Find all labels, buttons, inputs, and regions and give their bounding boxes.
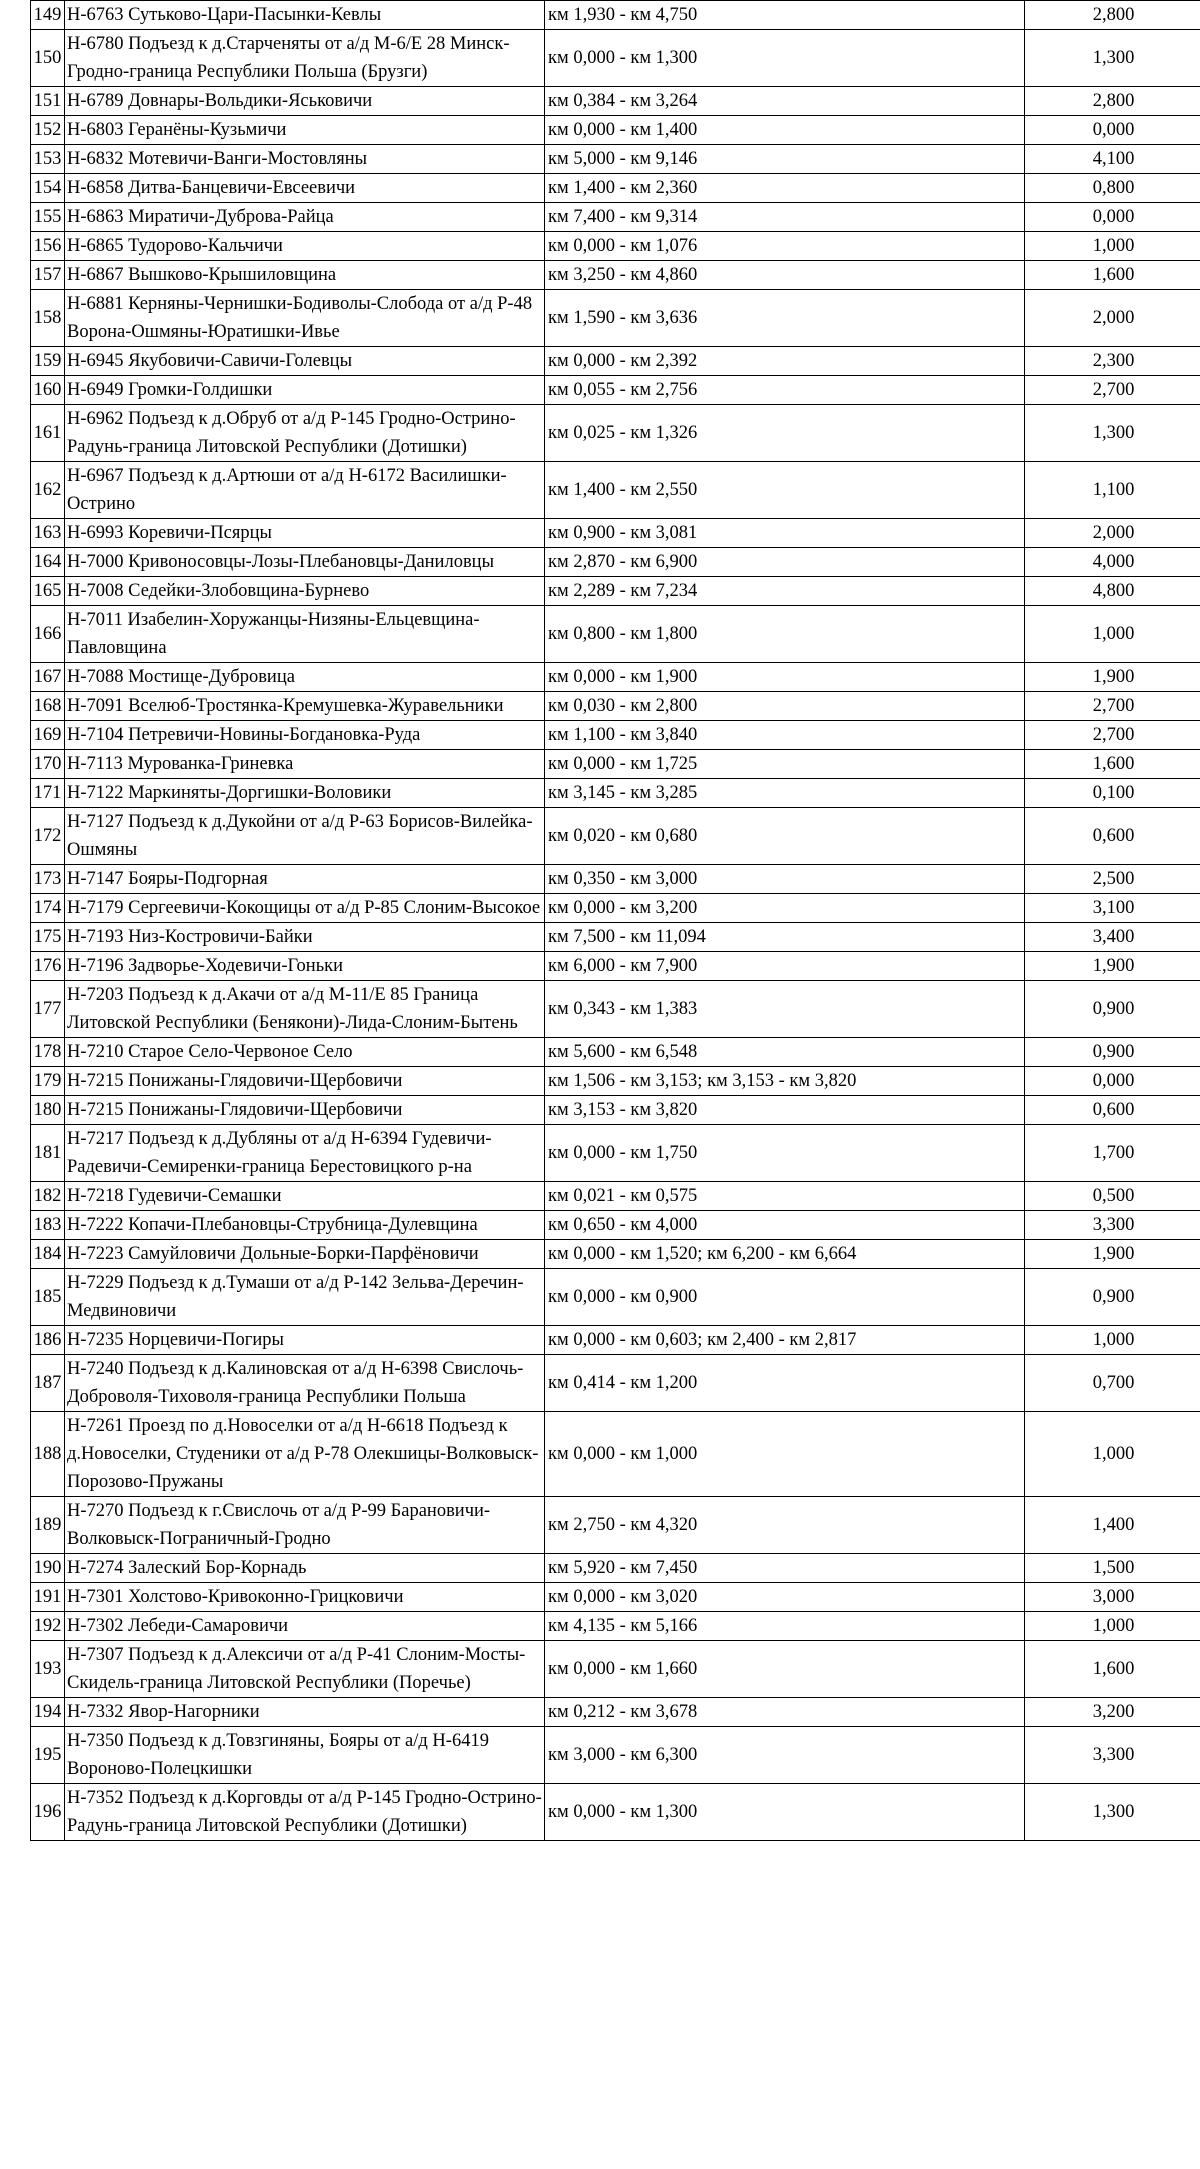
row-number: 174 <box>31 894 65 923</box>
row-number: 171 <box>31 779 65 808</box>
table-row <box>31 145 1200 174</box>
road-name: Н-7203 Подъезд к д.Акачи от а/д М-11/Е 85 Граница Литовской Республики (Бенякони)-Лида-Слоним-Бытень <box>65 981 545 1038</box>
road-name: Н-7179 Сергеевичи-Кокощицы от а/д Р-85 Слоним-Высокое <box>65 894 545 923</box>
length-value: 4,800 <box>1025 577 1200 606</box>
row-number: 187 <box>31 1355 65 1412</box>
road-name: Н-7008 Седейки-Злобовщина-Бурнево <box>65 577 545 606</box>
km-range: км 0,000 - км 1,400 <box>545 116 1025 145</box>
road-name: Н-7011 Изабелин-Хоружанцы-Низяны-Ельцевщина-Павловщина <box>65 606 545 663</box>
table-row <box>31 1612 1200 1641</box>
row-number: 190 <box>31 1554 65 1583</box>
row-number: 180 <box>31 1096 65 1125</box>
km-range: км 6,000 - км 7,900 <box>545 952 1025 981</box>
km-range: км 0,000 - км 1,300 <box>545 30 1025 87</box>
table-row <box>31 750 1200 779</box>
table-row <box>31 405 1200 462</box>
km-range: км 5,600 - км 6,548 <box>545 1038 1025 1067</box>
length-value: 1,700 <box>1025 1125 1200 1182</box>
km-range: км 2,750 - км 4,320 <box>545 1497 1025 1554</box>
length-value: 1,000 <box>1025 1326 1200 1355</box>
road-name: Н-7350 Подъезд к д.Товзгиняны, Бояры от а/д Н-6419 Вороново-Полецкишки <box>65 1727 545 1784</box>
length-value: 1,300 <box>1025 1784 1200 1841</box>
km-range: км 0,000 - км 1,660 <box>545 1641 1025 1698</box>
table-row <box>31 952 1200 981</box>
row-number: 158 <box>31 290 65 347</box>
table-row <box>31 1 1200 30</box>
km-range: км 5,000 - км 9,146 <box>545 145 1025 174</box>
table-row <box>31 663 1200 692</box>
length-value: 0,000 <box>1025 1067 1200 1096</box>
length-value: 0,100 <box>1025 779 1200 808</box>
road-name: Н-7218 Гудевичи-Семашки <box>65 1182 545 1211</box>
km-range: км 0,000 - км 1,900 <box>545 663 1025 692</box>
road-name: Н-7217 Подъезд к д.Дубляны от а/д Н-6394 Гудевичи-Радевичи-Семиренки-граница Берестовицкого р-на <box>65 1125 545 1182</box>
road-name: Н-7091 Вселюб-Тростянка-Кремушевка-Журавельники <box>65 692 545 721</box>
km-range: км 0,800 - км 1,800 <box>545 606 1025 663</box>
km-range: км 0,000 - км 1,520; км 6,200 - км 6,664 <box>545 1240 1025 1269</box>
table-row <box>31 1182 1200 1211</box>
row-number: 188 <box>31 1412 65 1497</box>
row-number: 178 <box>31 1038 65 1067</box>
km-range: км 0,000 - км 1,076 <box>545 232 1025 261</box>
road-name: Н-6763 Сутьково-Цари-Пасынки-Кевлы <box>65 1 545 30</box>
km-range: км 0,000 - км 2,392 <box>545 347 1025 376</box>
km-range: км 0,000 - км 1,300 <box>545 1784 1025 1841</box>
length-value: 4,000 <box>1025 548 1200 577</box>
road-name: Н-6858 Дитва-Банцевичи-Евсеевичи <box>65 174 545 203</box>
km-range: км 0,030 - км 2,800 <box>545 692 1025 721</box>
row-number: 164 <box>31 548 65 577</box>
row-number: 170 <box>31 750 65 779</box>
row-number: 191 <box>31 1583 65 1612</box>
length-value: 1,300 <box>1025 405 1200 462</box>
length-value: 2,700 <box>1025 721 1200 750</box>
road-name: Н-6962 Подъезд к д.Обруб от а/д Р-145 Гродно-Острино-Радунь-граница Литовской Республики (Дотишки) <box>65 405 545 462</box>
table-row <box>31 606 1200 663</box>
length-value: 1,600 <box>1025 750 1200 779</box>
road-name: Н-6863 Миратичи-Дуброва-Райца <box>65 203 545 232</box>
length-value: 0,000 <box>1025 203 1200 232</box>
table-row <box>31 116 1200 145</box>
table-row <box>31 376 1200 405</box>
row-number: 149 <box>31 1 65 30</box>
table-row <box>31 290 1200 347</box>
table-row <box>31 894 1200 923</box>
km-range: км 0,000 - км 1,725 <box>545 750 1025 779</box>
table-row <box>31 1784 1200 1841</box>
length-value: 3,300 <box>1025 1727 1200 1784</box>
row-number: 150 <box>31 30 65 87</box>
road-name: Н-6865 Тудорово-Кальчичи <box>65 232 545 261</box>
road-name: Н-6867 Вышково-Крышиловщина <box>65 261 545 290</box>
table-row <box>31 1096 1200 1125</box>
length-value: 1,600 <box>1025 261 1200 290</box>
road-name: Н-7127 Подъезд к д.Дукойни от а/д Р-63 Борисов-Вилейка-Ошмяны <box>65 808 545 865</box>
road-name: Н-7332 Явор-Нагорники <box>65 1698 545 1727</box>
table-row <box>31 1698 1200 1727</box>
length-value: 2,800 <box>1025 1 1200 30</box>
table-row <box>31 462 1200 519</box>
road-name: Н-7270 Подъезд к г.Свислочь от а/д Р-99 Барановичи-Волковыск-Пограничный-Гродно <box>65 1497 545 1554</box>
row-number: 166 <box>31 606 65 663</box>
road-name: Н-7352 Подъезд к д.Корговды от а/д Р-145 Гродно-Острино-Радунь-граница Литовской Республики (Дотишки) <box>65 1784 545 1841</box>
length-value: 4,100 <box>1025 145 1200 174</box>
table-row <box>31 692 1200 721</box>
length-value: 0,700 <box>1025 1355 1200 1412</box>
table-row <box>31 577 1200 606</box>
length-value: 0,000 <box>1025 116 1200 145</box>
table-row <box>31 1038 1200 1067</box>
road-name: Н-7196 Задворье-Ходевичи-Гоньки <box>65 952 545 981</box>
length-value: 1,500 <box>1025 1554 1200 1583</box>
road-name: Н-7104 Петревичи-Новины-Богдановка-Руда <box>65 721 545 750</box>
table-row <box>31 865 1200 894</box>
table-row <box>31 1125 1200 1182</box>
length-value: 0,600 <box>1025 1096 1200 1125</box>
length-value: 1,400 <box>1025 1497 1200 1554</box>
row-number: 179 <box>31 1067 65 1096</box>
road-name: Н-7000 Кривоносовцы-Лозы-Плебановцы-Даниловцы <box>65 548 545 577</box>
km-range: км 1,100 - км 3,840 <box>545 721 1025 750</box>
row-number: 159 <box>31 347 65 376</box>
length-value: 0,900 <box>1025 1269 1200 1326</box>
length-value: 0,900 <box>1025 981 1200 1038</box>
table-row <box>31 87 1200 116</box>
length-value: 3,300 <box>1025 1211 1200 1240</box>
km-range: км 0,384 - км 3,264 <box>545 87 1025 116</box>
length-value: 3,100 <box>1025 894 1200 923</box>
row-number: 154 <box>31 174 65 203</box>
km-range: км 7,500 - км 11,094 <box>545 923 1025 952</box>
length-value: 2,800 <box>1025 87 1200 116</box>
length-value: 3,400 <box>1025 923 1200 952</box>
length-value: 0,800 <box>1025 174 1200 203</box>
row-number: 192 <box>31 1612 65 1641</box>
km-range: км 7,400 - км 9,314 <box>545 203 1025 232</box>
table-row <box>31 347 1200 376</box>
length-value: 1,000 <box>1025 1612 1200 1641</box>
row-number: 189 <box>31 1497 65 1554</box>
km-range: км 0,414 - км 1,200 <box>545 1355 1025 1412</box>
road-name: Н-7215 Понижаны-Глядовичи-Щербовичи <box>65 1096 545 1125</box>
table-row <box>31 1497 1200 1554</box>
km-range: км 3,145 - км 3,285 <box>545 779 1025 808</box>
road-name: Н-6945 Якубовичи-Савичи-Голевцы <box>65 347 545 376</box>
row-number: 165 <box>31 577 65 606</box>
row-number: 196 <box>31 1784 65 1841</box>
km-range: км 1,590 - км 3,636 <box>545 290 1025 347</box>
row-number: 173 <box>31 865 65 894</box>
road-name: Н-7215 Понижаны-Глядовичи-Щербовичи <box>65 1067 545 1096</box>
length-value: 0,500 <box>1025 1182 1200 1211</box>
road-name: Н-7193 Низ-Костровичи-Байки <box>65 923 545 952</box>
length-value: 2,000 <box>1025 519 1200 548</box>
row-number: 160 <box>31 376 65 405</box>
road-name: Н-7240 Подъезд к д.Калиновская от а/д Н-6398 Свислочь-Доброволя-Тиховоля-граница Республики Польша <box>65 1355 545 1412</box>
km-range: км 0,350 - км 3,000 <box>545 865 1025 894</box>
length-value: 2,700 <box>1025 692 1200 721</box>
length-value: 3,000 <box>1025 1583 1200 1612</box>
km-range: км 3,000 - км 6,300 <box>545 1727 1025 1784</box>
km-range: км 5,920 - км 7,450 <box>545 1554 1025 1583</box>
row-number: 152 <box>31 116 65 145</box>
row-number: 162 <box>31 462 65 519</box>
row-number: 153 <box>31 145 65 174</box>
length-value: 3,200 <box>1025 1698 1200 1727</box>
road-name: Н-6967 Подъезд к д.Артюши от а/д Н-6172 Василишки-Острино <box>65 462 545 519</box>
row-number: 177 <box>31 981 65 1038</box>
table-row <box>31 808 1200 865</box>
km-range: км 2,870 - км 6,900 <box>545 548 1025 577</box>
table-row <box>31 548 1200 577</box>
table-row <box>31 1641 1200 1698</box>
road-name: Н-7235 Норцевичи-Погиры <box>65 1326 545 1355</box>
length-value: 1,000 <box>1025 1412 1200 1497</box>
table-row <box>31 1412 1200 1497</box>
road-name: Н-7210 Старое Село-Червоное Село <box>65 1038 545 1067</box>
km-range: км 0,055 - км 2,756 <box>545 376 1025 405</box>
road-name: Н-7302 Лебеди-Самаровичи <box>65 1612 545 1641</box>
km-range: км 0,000 - км 3,200 <box>545 894 1025 923</box>
km-range: км 0,343 - км 1,383 <box>545 981 1025 1038</box>
km-range: км 0,000 - км 0,900 <box>545 1269 1025 1326</box>
road-name: Н-6993 Коревичи-Псярцы <box>65 519 545 548</box>
road-name: Н-7088 Мостище-Дубровица <box>65 663 545 692</box>
length-value: 2,700 <box>1025 376 1200 405</box>
road-name: Н-6803 Геранёны-Кузьмичи <box>65 116 545 145</box>
row-number: 169 <box>31 721 65 750</box>
length-value: 1,000 <box>1025 232 1200 261</box>
length-value: 0,900 <box>1025 1038 1200 1067</box>
km-range: км 0,000 - км 1,750 <box>545 1125 1025 1182</box>
length-value: 1,000 <box>1025 606 1200 663</box>
road-name: Н-6780 Подъезд к д.Старченяты от а/д М-6/Е 28 Минск-Гродно-граница Республики Польша (Брузги) <box>65 30 545 87</box>
km-range: км 0,000 - км 3,020 <box>545 1583 1025 1612</box>
table-row <box>31 1583 1200 1612</box>
table-row <box>31 1727 1200 1784</box>
table-row <box>31 721 1200 750</box>
row-number: 167 <box>31 663 65 692</box>
length-value: 1,600 <box>1025 1641 1200 1698</box>
km-range: км 4,135 - км 5,166 <box>545 1612 1025 1641</box>
table-body <box>31 1 1200 1841</box>
road-name: Н-6789 Довнары-Вольдики-Яськовичи <box>65 87 545 116</box>
length-value: 1,100 <box>1025 462 1200 519</box>
road-name: Н-7113 Мурованка-Гриневка <box>65 750 545 779</box>
table-row <box>31 981 1200 1038</box>
row-number: 161 <box>31 405 65 462</box>
row-number: 155 <box>31 203 65 232</box>
km-range: км 2,289 - км 7,234 <box>545 577 1025 606</box>
km-range: км 0,021 - км 0,575 <box>545 1182 1025 1211</box>
km-range: км 0,020 - км 0,680 <box>545 808 1025 865</box>
length-value: 1,300 <box>1025 30 1200 87</box>
table-row <box>31 1355 1200 1412</box>
road-name: Н-7122 Маркиняты-Доргишки-Воловики <box>65 779 545 808</box>
table-row <box>31 779 1200 808</box>
km-range: км 0,000 - км 1,000 <box>545 1412 1025 1497</box>
row-number: 181 <box>31 1125 65 1182</box>
length-value: 1,900 <box>1025 663 1200 692</box>
road-name: Н-6832 Мотевичи-Ванги-Мостовляны <box>65 145 545 174</box>
table-row <box>31 203 1200 232</box>
road-name: Н-7229 Подъезд к д.Тумаши от а/д Р-142 Зельва-Деречин-Медвиновичи <box>65 1269 545 1326</box>
km-range: км 0,000 - км 0,603; км 2,400 - км 2,817 <box>545 1326 1025 1355</box>
row-number: 185 <box>31 1269 65 1326</box>
row-number: 182 <box>31 1182 65 1211</box>
road-name: Н-7301 Холстово-Кривоконно-Грицковичи <box>65 1583 545 1612</box>
table-row <box>31 1067 1200 1096</box>
row-number: 151 <box>31 87 65 116</box>
road-name: Н-7222 Копачи-Плебановцы-Струбница-Дулевщина <box>65 1211 545 1240</box>
road-name: Н-7261 Проезд по д.Новоселки от а/д Н-6618 Подъезд к д.Новоселки, Студеники от а/д Р-78 Олекшицы-Волковыск-Порозово-Пружаны <box>65 1412 545 1497</box>
table-row <box>31 1211 1200 1240</box>
table-row <box>31 174 1200 203</box>
row-number: 195 <box>31 1727 65 1784</box>
km-range: км 1,400 - км 2,550 <box>545 462 1025 519</box>
road-name: Н-6949 Громки-Голдишки <box>65 376 545 405</box>
table-row <box>31 232 1200 261</box>
row-number: 172 <box>31 808 65 865</box>
row-number: 168 <box>31 692 65 721</box>
row-number: 183 <box>31 1211 65 1240</box>
km-range: км 0,650 - км 4,000 <box>545 1211 1025 1240</box>
km-range: км 1,506 - км 3,153; км 3,153 - км 3,820 <box>545 1067 1025 1096</box>
table-row <box>31 1554 1200 1583</box>
table-row <box>31 261 1200 290</box>
length-value: 1,900 <box>1025 1240 1200 1269</box>
row-number: 157 <box>31 261 65 290</box>
km-range: км 3,153 - км 3,820 <box>545 1096 1025 1125</box>
km-range: км 0,900 - км 3,081 <box>545 519 1025 548</box>
table-row <box>31 519 1200 548</box>
table-row <box>31 1240 1200 1269</box>
length-value: 0,600 <box>1025 808 1200 865</box>
length-value: 1,900 <box>1025 952 1200 981</box>
length-value: 2,300 <box>1025 347 1200 376</box>
table-row <box>31 923 1200 952</box>
length-value: 2,000 <box>1025 290 1200 347</box>
row-number: 194 <box>31 1698 65 1727</box>
table-row <box>31 1269 1200 1326</box>
road-list-table <box>30 0 1200 1841</box>
row-number: 163 <box>31 519 65 548</box>
road-name: Н-7307 Подъезд к д.Алексичи от а/д Р-41 Слоним-Мосты-Скидель-граница Литовской Республики (Поречье) <box>65 1641 545 1698</box>
row-number: 175 <box>31 923 65 952</box>
row-number: 184 <box>31 1240 65 1269</box>
km-range: км 3,250 - км 4,860 <box>545 261 1025 290</box>
km-range: км 1,930 - км 4,750 <box>545 1 1025 30</box>
road-name: Н-7223 Самуйловичи Дольные-Борки-Парфёновичи <box>65 1240 545 1269</box>
row-number: 186 <box>31 1326 65 1355</box>
row-number: 193 <box>31 1641 65 1698</box>
road-name: Н-6881 Керняны-Чернишки-Бодиволы-Слобода от а/д Р-48 Ворона-Ошмяны-Юратишки-Ивье <box>65 290 545 347</box>
road-name: Н-7274 Залеский Бор-Корнадь <box>65 1554 545 1583</box>
km-range: км 1,400 - км 2,360 <box>545 174 1025 203</box>
row-number: 176 <box>31 952 65 981</box>
length-value: 2,500 <box>1025 865 1200 894</box>
table-row <box>31 1326 1200 1355</box>
road-name: Н-7147 Бояры-Подгорная <box>65 865 545 894</box>
km-range: км 0,212 - км 3,678 <box>545 1698 1025 1727</box>
table-row <box>31 30 1200 87</box>
row-number: 156 <box>31 232 65 261</box>
km-range: км 0,025 - км 1,326 <box>545 405 1025 462</box>
